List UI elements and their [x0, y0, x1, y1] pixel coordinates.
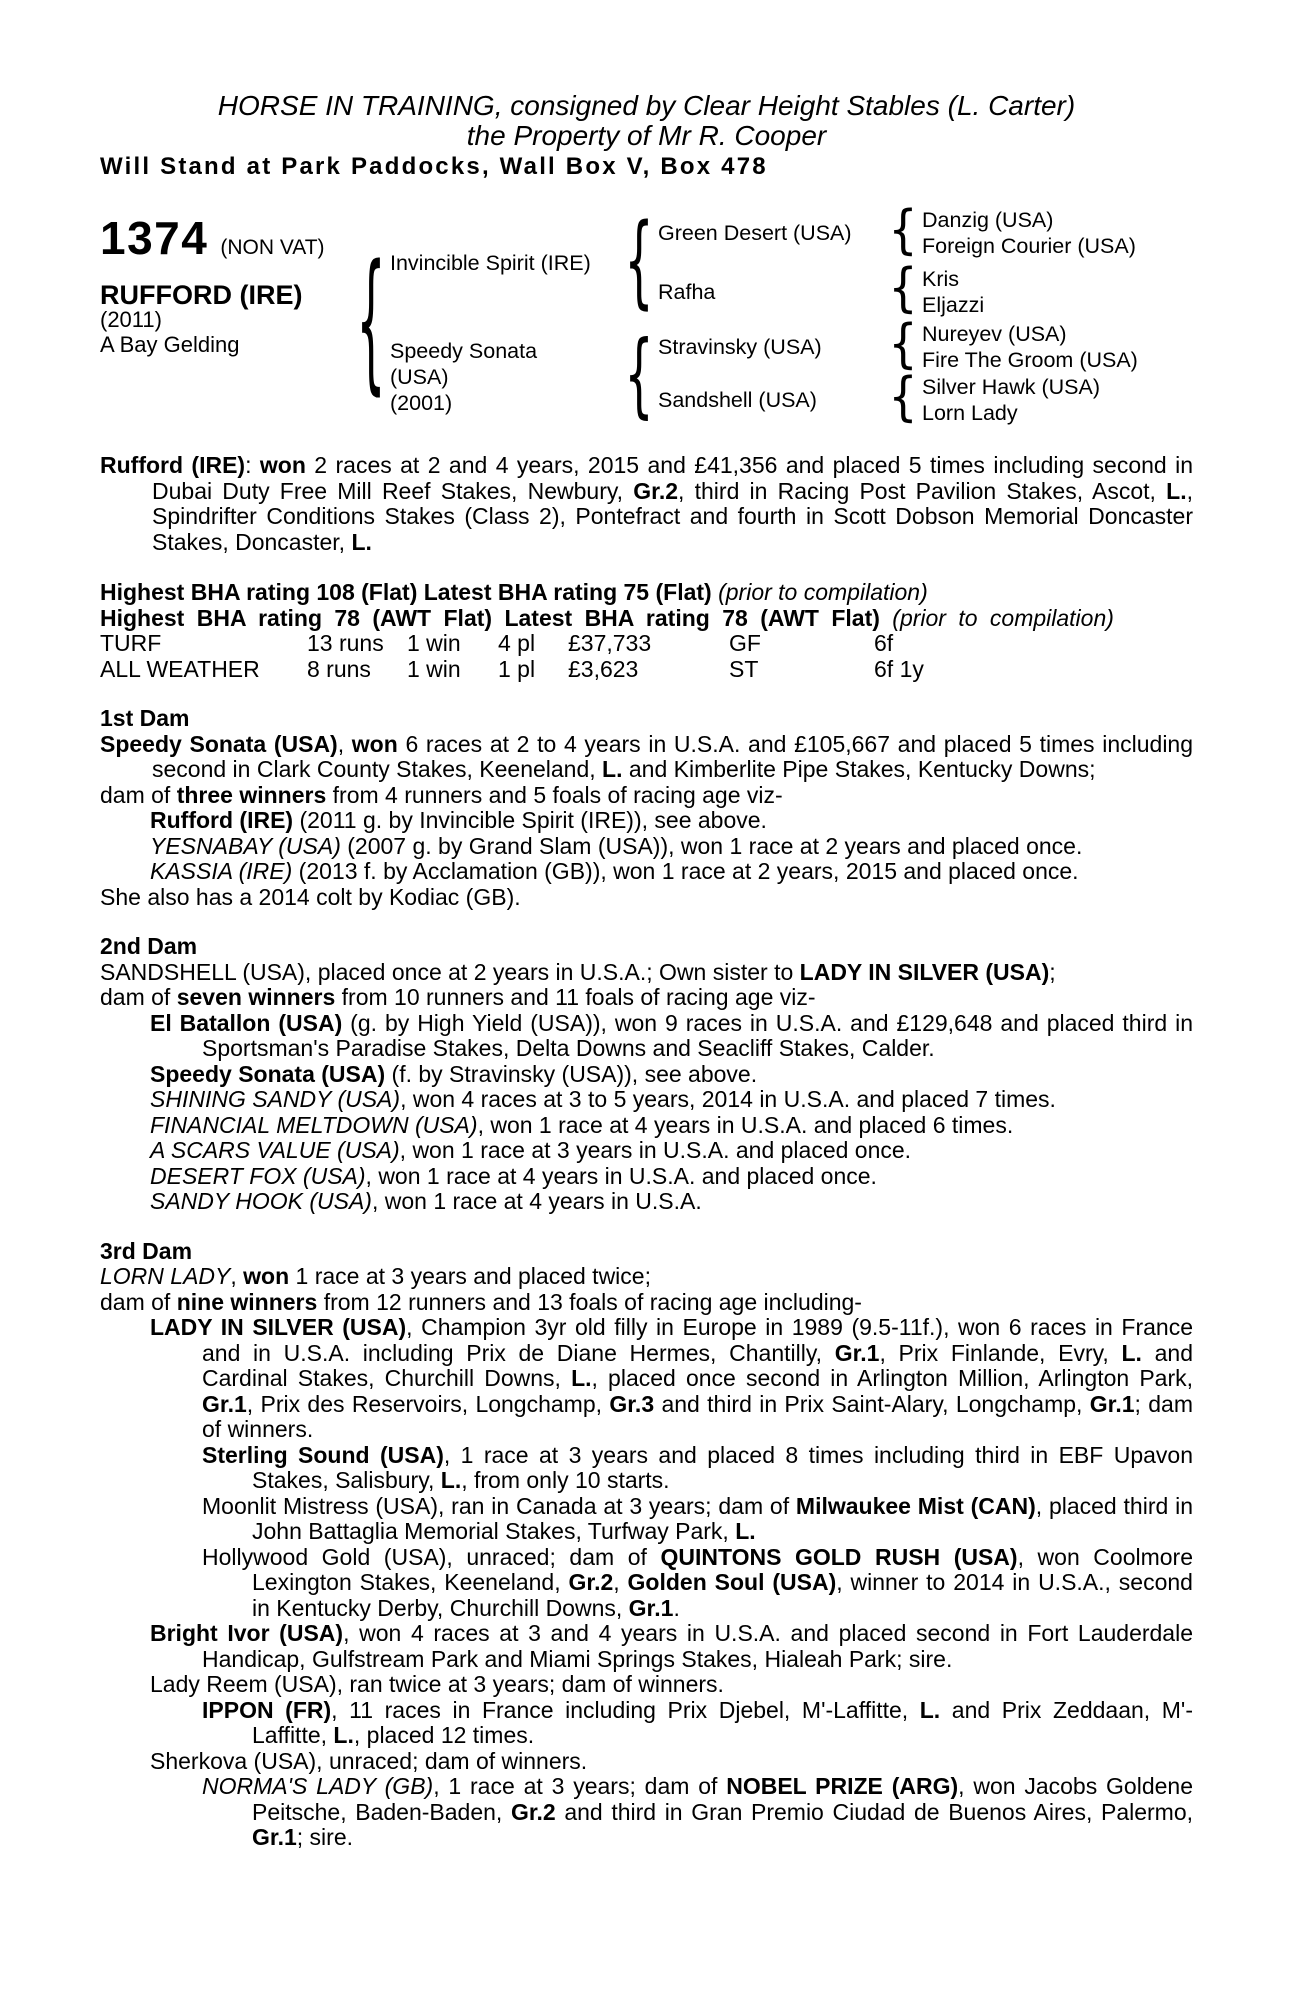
pedigree-note-paragraph: SANDY HOOK (USA), won 1 race at 4 years in U.S.A.	[150, 1188, 702, 1214]
pedigree-note-paragraph: LADY IN SILVER (USA), Champion 3yr old filly in Europe in 1989 (9.5-11f.), won 6 races in France and in U.S.A. including Prix de Diane Hermes, Chantilly, Gr.1, Prix Finlande, Evry, L. and Cardinal Stakes, Churchill Downs, L., placed once second in Arlington Million, Arlington Park, Gr.1, Prix des Reservoirs, Longchamp, Gr.3 and third in Prix Saint-Alary, Longchamp, Gr.1; dam of winners.	[150, 1314, 1193, 1442]
race-stats-table	[100, 631, 1193, 682]
pedigree-gen2-dam-dam: Sandshell (USA)	[658, 388, 817, 412]
stats-distance: 6f 1y	[874, 655, 924, 682]
stats-places: 4 pl	[498, 630, 536, 656]
vat-note: (NON VAT)	[220, 236, 325, 259]
pedigree-note-paragraph: LORN LADY, won 1 race at 3 years and placed twice;	[100, 1263, 651, 1289]
pedigree-gen2-sire-dam: Rafha	[658, 280, 716, 304]
pedigree-brace-gen1: {	[356, 230, 386, 410]
page-header	[100, 0, 1193, 182]
consignor-line: HORSE IN TRAINING, consigned by Clear Height Stables (L. Carter)	[217, 90, 1076, 121]
pedigree-gen3-name: Kris	[922, 267, 960, 291]
dam-section-heading: 2nd Dam	[100, 933, 198, 959]
stats-row-all-weather	[100, 657, 1193, 683]
pedigree-note-paragraph: dam of three winners from 4 runners and 5 foals of racing age viz-	[100, 781, 783, 808]
pedigree-note-paragraph: El Batallon (USA) (g. by High Yield (USA)), won 9 races in U.S.A. and £129,648 and placed third in Sportsman's Paradise Stakes, Delta Downs and Seacliff Stakes, Calder.	[150, 1009, 1193, 1061]
pedigree-note-paragraph: Speedy Sonata (USA), won 6 races at 2 to 4 years in U.S.A. and £105,667 and placed 5 times including second in Clark County Stakes, Keeneland, L. and Kimberlite Pipe Stakes, Kentucky Downs;	[100, 730, 1194, 782]
pedigree-note-paragraph: Sherkova (USA), unraced; dam of winners.	[150, 1747, 588, 1774]
pedigree-sire-name: Invincible Spirit (IRE)	[390, 251, 591, 275]
horse-name: RUFFORD (IRE)	[100, 280, 303, 310]
pedigree-note-paragraph: KASSIA (IRE) (2013 f. by Acclamation (GB)), won 1 race at 2 years, 2015 and placed once.	[150, 858, 1079, 884]
pedigree-note-paragraph: YESNABAY (USA) (2007 g. by Grand Slam (USA)), won 1 race at 2 years and placed once.	[150, 832, 1083, 859]
stats-wins: 1 win	[407, 630, 461, 656]
pedigree-brace-sire: {	[624, 200, 654, 320]
pedigree-note-paragraph: SANDSHELL (USA), placed once at 2 years in U.S.A.; Own sister to LADY IN SILVER (USA);	[100, 958, 1056, 985]
pedigree-brace-gen3-1: {	[888, 197, 918, 261]
pedigree-note-paragraph: She also has a 2014 colt by Kodiac (GB).	[100, 883, 521, 910]
pedigree-gen3-name: Nureyev (USA)	[922, 322, 1067, 346]
lot-header	[100, 212, 325, 264]
stats-earnings: £37,733	[568, 630, 652, 656]
pedigree-note-paragraph: Lady Reem (USA), ran twice at 3 years; dam of winners.	[150, 1671, 724, 1697]
stats-wins: 1 win	[407, 655, 461, 682]
stats-runs: 8 runs	[307, 655, 371, 682]
pedigree-note-paragraph: NORMA'S LADY (GB), 1 race at 3 years; dam of NOBEL PRIZE (ARG), won Jacobs Goldene Peitsche, Baden-Baden, Gr.2 and third in Gran Premio Ciudad de Buenos Aires, Palermo, Gr.1; sire.	[202, 1773, 1194, 1850]
pedigree-note-paragraph: FINANCIAL MELTDOWN (USA), won 1 race at 4 years in U.S.A. and placed 6 times.	[150, 1111, 1014, 1138]
stats-surface: ALL WEATHER	[100, 655, 260, 682]
lot-number: 1374	[100, 212, 209, 264]
pedigree-note-paragraph: Bright Ivor (USA), won 4 races at 3 and 4 years in U.S.A. and placed second in Fort Lauderdale Handicap, Gulfstream Park and Miami Springs Stakes, Hialeah Park; sire.	[150, 1620, 1194, 1672]
foal-year: (2011)	[100, 307, 162, 332]
pedigree-note-paragraph: Moonlit Mistress (USA), ran in Canada at 3 years; dam of Milwaukee Mist (CAN), placed third in John Battaglia Memorial Stakes, Turfway Park, L.	[202, 1492, 1193, 1544]
bha-rating-line2: Highest BHA rating 78 (AWT Flat) Latest BHA rating 78 (AWT Flat) (prior to compilation)	[100, 604, 1114, 631]
stats-surface: TURF	[100, 630, 162, 656]
pedigree-brace-dam: {	[624, 320, 654, 428]
pedigree-dam-name-line2: (USA)	[390, 365, 449, 389]
pedigree-note-paragraph: Hollywood Gold (USA), unraced; dam of QUINTONS GOLD RUSH (USA), won Coolmore Lexington Stakes, Keeneland, Gr.2, Golden Soul (USA), winner to 2014 in U.S.A., second in Kentucky Derby, Churchill Downs, Gr.1.	[202, 1543, 1193, 1621]
stats-row-turf	[100, 631, 1193, 657]
pedigree-note-paragraph: dam of seven winners from 10 runners and 11 foals of racing age viz-	[100, 984, 816, 1010]
pedigree-gen3-name: Lorn Lady	[922, 401, 1018, 425]
horse-description: A Bay Gelding	[100, 332, 240, 357]
race-record-paragraph: Rufford (IRE): won 2 races at 2 and 4 years, 2015 and £41,356 and placed 5 times including second in Dubai Duty Free Mill Reef Stakes, Newbury, Gr.2, third in Racing Post Pavilion Stakes, Ascot, L., Spindrifter Conditions Stakes (Class 2), Pontefract and fourth in Scott Dobson Memorial Doncaster Stakes, Doncaster, L.	[100, 452, 1193, 555]
pedigree-gen3-name: Fire The Groom (USA)	[922, 348, 1138, 372]
pedigree-brace-gen3-3: {	[888, 311, 918, 375]
stats-going: ST	[729, 655, 759, 682]
pedigree-gen3-name: Eljazzi	[922, 293, 985, 317]
stats-going: GF	[729, 630, 761, 656]
pedigree-note-paragraph: Speedy Sonata (USA) (f. by Stravinsky (USA)), see above.	[150, 1060, 758, 1087]
pedigree-gen2-sire-sire: Green Desert (USA)	[658, 221, 852, 245]
pedigree-note-paragraph: DESERT FOX (USA), won 1 race at 4 years in U.S.A. and placed once.	[150, 1162, 877, 1189]
stats-distance: 6f	[874, 630, 894, 656]
bha-rating-line1: Highest BHA rating 108 (Flat) Latest BHA rating 75 (Flat) (prior to compilation)	[100, 579, 928, 605]
pedigree-dam-name-line3: (2001)	[390, 391, 453, 415]
pedigree-gen3-name: Foreign Courier (USA)	[922, 234, 1136, 258]
catalogue-body	[100, 453, 1193, 1851]
pedigree-note-paragraph: SHINING SANDY (USA), won 4 races at 3 to 5 years, 2014 in U.S.A. and placed 7 times.	[150, 1086, 1056, 1112]
owner-line: the Property of Mr R. Cooper	[466, 120, 827, 151]
stats-places: 1 pl	[498, 655, 536, 682]
pedigree-note-paragraph: IPPON (FR), 11 races in France including Prix Djebel, M'-Laffitte, L. and Prix Zeddaan, M'-Laffitte, L., placed 12 times.	[202, 1696, 1193, 1748]
pedigree-brace-gen3-4: {	[888, 364, 918, 428]
dam-sections	[100, 706, 1193, 1851]
pedigree-note-paragraph: dam of nine winners from 12 runners and 13 foals of racing age including-	[100, 1288, 862, 1315]
pedigree-note-paragraph: Rufford (IRE) (2011 g. by Invincible Spirit (IRE)), see above.	[150, 807, 767, 833]
pedigree-gen3-name: Silver Hawk (USA)	[922, 375, 1100, 399]
dam-section-heading: 3rd Dam	[100, 1237, 193, 1264]
pedigree-dam-name-line1: Speedy Sonata	[390, 339, 538, 363]
stand-location: Will Stand at Park Paddocks, Wall Box V, Box 478	[100, 153, 768, 180]
pedigree-table	[0, 182, 1314, 453]
pedigree-gen2-dam-sire: Stravinsky (USA)	[658, 335, 822, 359]
stats-runs: 13 runs	[307, 630, 384, 656]
pedigree-note-paragraph: Sterling Sound (USA), 1 race at 3 years and placed 8 times including third in EBF Upavon Stakes, Salisbury, L., from only 10 starts.	[202, 1441, 1193, 1493]
pedigree-gen3-name: Danzig (USA)	[922, 208, 1054, 232]
pedigree-brace-gen3-2: {	[888, 255, 918, 319]
pedigree-note-paragraph: A SCARS VALUE (USA), won 1 race at 3 years in U.S.A. and placed once.	[150, 1137, 912, 1163]
dam-section-heading: 1st Dam	[100, 705, 190, 731]
stats-earnings: £3,623	[568, 655, 639, 682]
